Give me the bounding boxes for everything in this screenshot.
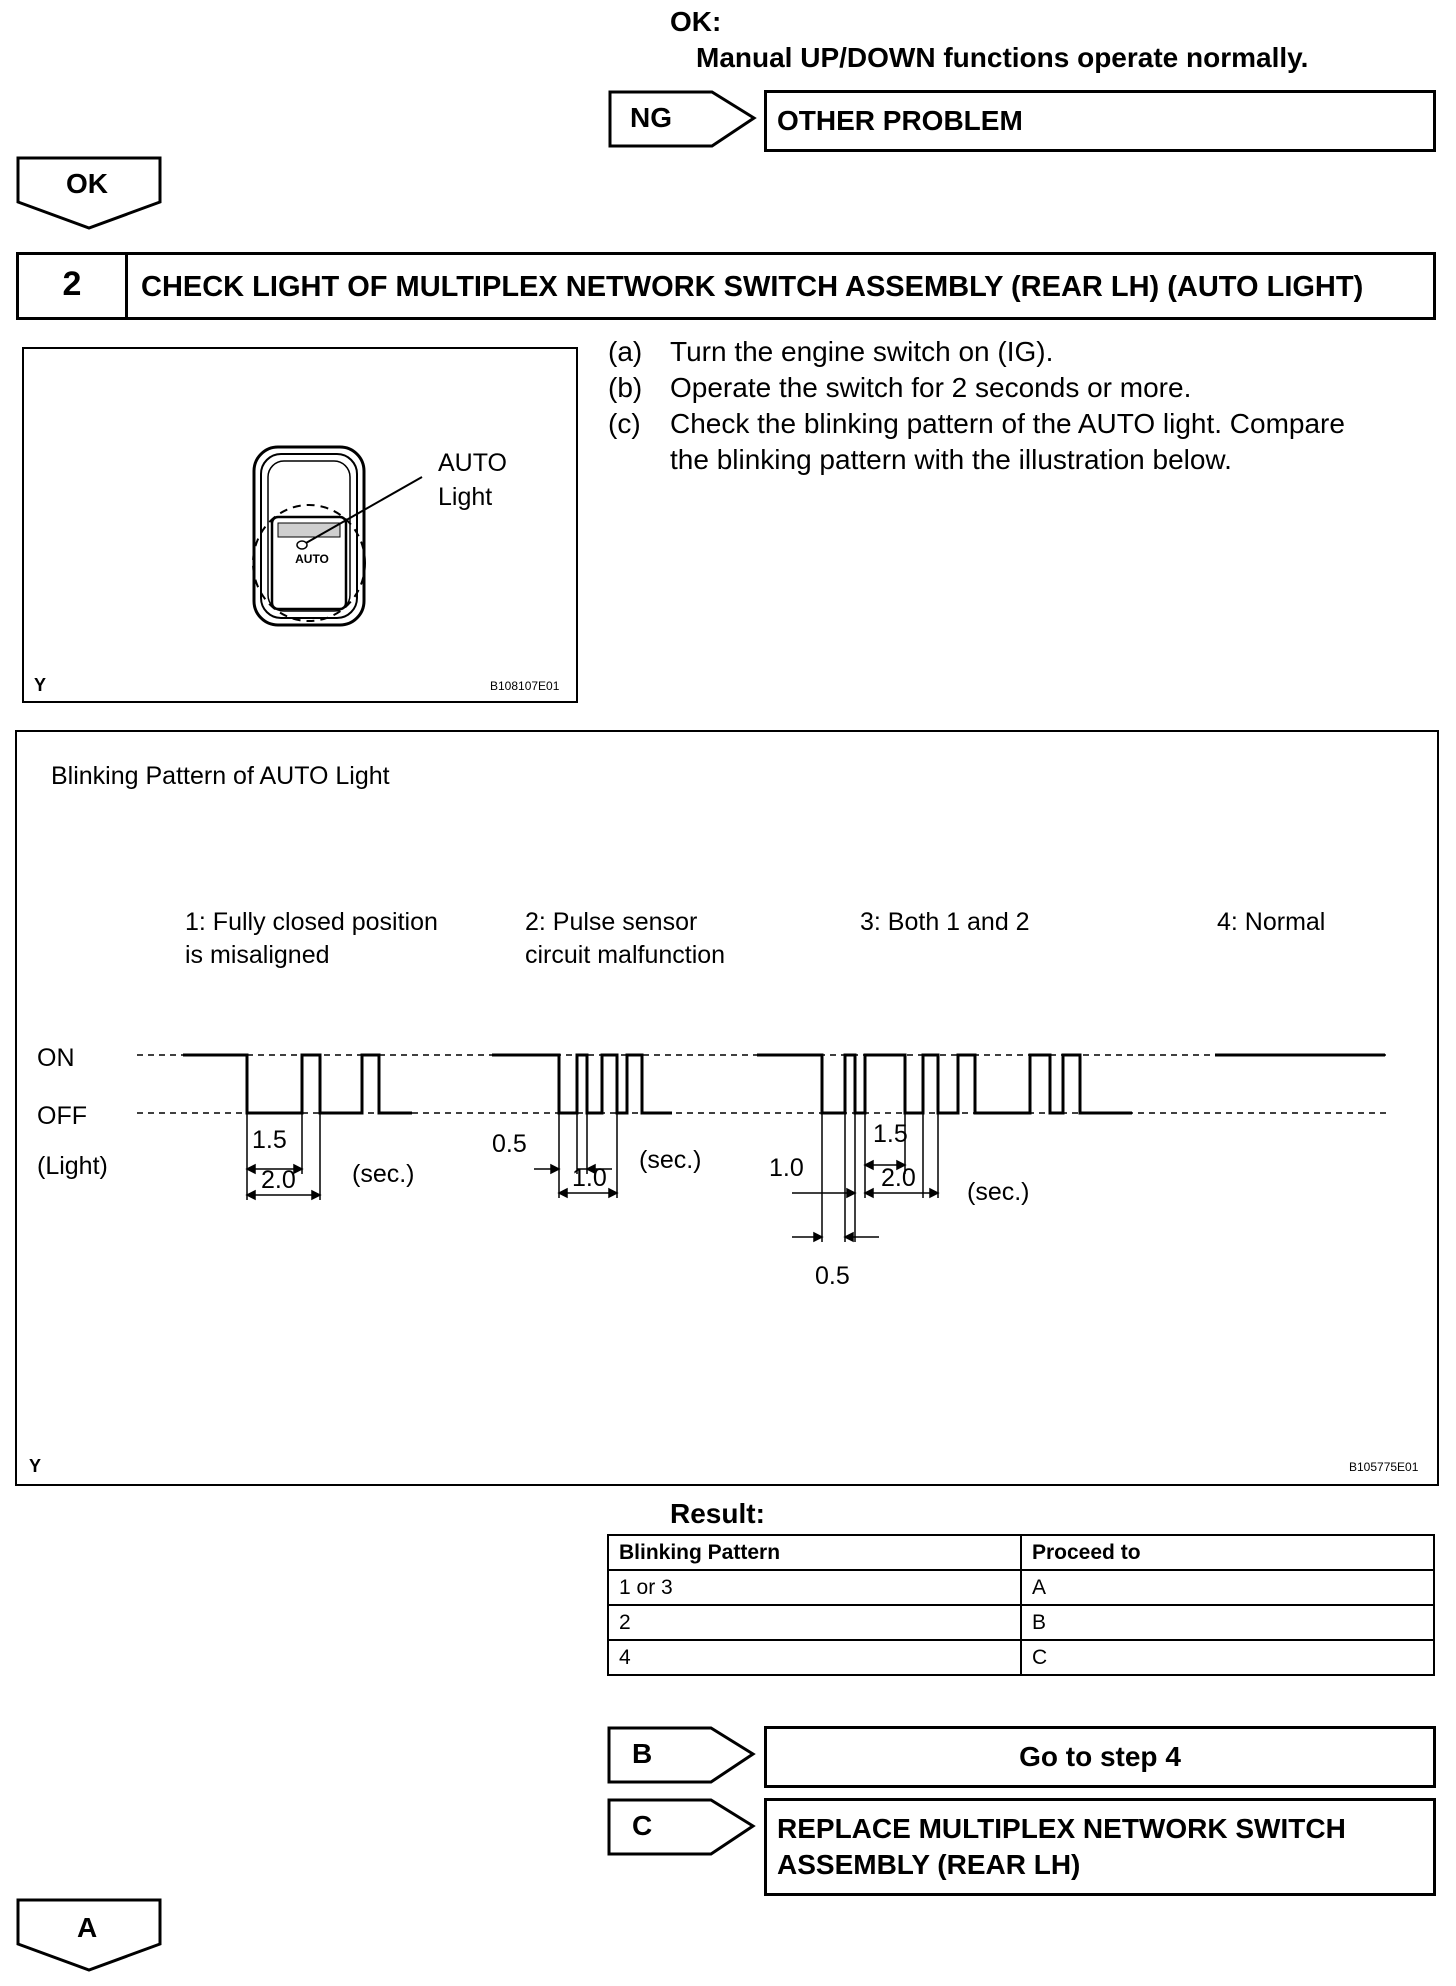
pattern-3-waveform <box>757 1055 1132 1113</box>
blink-figure-id: B105775E01 <box>1349 1460 1419 1474</box>
c-tag: C <box>632 1810 653 1841</box>
c-result-box <box>764 1798 1436 1896</box>
light-axis-label: (Light) <box>37 1152 108 1180</box>
p1-off-duration: 1.5 <box>252 1126 287 1154</box>
step-divider <box>125 255 128 317</box>
table-cell: 2 <box>608 1605 1021 1640</box>
ng-tag: NG <box>630 102 672 133</box>
p2-off-duration: 0.5 <box>492 1130 527 1158</box>
p1-sec-unit: (sec.) <box>352 1160 415 1188</box>
ng-result-box <box>764 90 1436 152</box>
blink-figure <box>15 730 1439 1486</box>
b-arrow-icon <box>607 1726 757 1786</box>
p1-period-duration: 2.0 <box>261 1166 296 1194</box>
switch-illustration <box>24 349 576 701</box>
blink-figure-corner-mark: Y <box>29 1456 42 1476</box>
p2-on-duration: 1.0 <box>572 1164 607 1192</box>
b-result-box <box>764 1726 1436 1788</box>
pattern-2-label: 2: Pulse sensor circuit malfunction <box>525 908 726 969</box>
a-arrow-label: A <box>77 1912 98 1943</box>
p3-off-duration: 1.0 <box>769 1154 804 1182</box>
pattern-4-label: 4: Normal <box>1217 908 1326 936</box>
table-header-row <box>608 1535 1434 1570</box>
figure-id: B108107E01 <box>490 679 560 693</box>
blink-waveforms <box>17 732 1437 1484</box>
step-header <box>16 252 1436 320</box>
table-cell: 1 or 3 <box>608 1570 1021 1605</box>
pattern-2-waveform <box>492 1055 672 1113</box>
pattern-1-waveform <box>183 1055 412 1113</box>
step-number: 2 <box>62 265 82 303</box>
table-row <box>608 1570 1434 1605</box>
blink-figure-title: Blinking Pattern of AUTO Light <box>51 762 390 790</box>
ok-criteria-label: OK: <box>670 6 722 37</box>
table-header-proceed: Proceed to <box>1021 1535 1434 1570</box>
b-result-text: Go to step 4 <box>1019 1741 1181 1772</box>
p3-long-period-duration: 2.0 <box>881 1164 916 1192</box>
p3-sec-unit: (sec.) <box>967 1178 1030 1206</box>
table-row <box>608 1640 1434 1675</box>
ok-criteria-text: Manual UP/DOWN functions operate normally. <box>696 42 1309 73</box>
p3-on-duration: 0.5 <box>815 1262 850 1290</box>
level-off-label: OFF <box>37 1102 87 1130</box>
table-cell: A <box>1021 1570 1434 1605</box>
table-header-pattern: Blinking Pattern <box>608 1535 1021 1570</box>
callout-light: Light <box>438 483 493 511</box>
c-result-text: REPLACE MULTIPLEX NETWORK SWITCH ASSEMBLY (REAR LH) <box>777 1813 1346 1880</box>
result-table <box>607 1534 1435 1676</box>
p3-long-off-duration: 1.5 <box>873 1120 908 1148</box>
switch-button-label: AUTO <box>295 552 329 566</box>
ok-arrow-label: OK <box>66 168 108 199</box>
table-cell: B <box>1021 1605 1434 1640</box>
c-arrow-icon <box>607 1798 757 1858</box>
pattern-1-label: 1: Fully closed position is misaligned <box>185 908 438 969</box>
result-label: Result: <box>670 1498 765 1529</box>
callout-auto: AUTO <box>438 449 507 477</box>
table-row <box>608 1605 1434 1640</box>
switch-figure <box>22 347 578 703</box>
level-on-label: ON <box>37 1044 75 1072</box>
b-tag: B <box>632 1738 653 1769</box>
step-title: CHECK LIGHT OF MULTIPLEX NETWORK SWITCH ASSEMBLY (REAR LH) (AUTO LIGHT) <box>141 271 1364 303</box>
pattern-3-label: 3: Both 1 and 2 <box>860 908 1030 936</box>
p2-sec-unit: (sec.) <box>639 1146 702 1174</box>
table-cell: 4 <box>608 1640 1021 1675</box>
table-cell: C <box>1021 1640 1434 1675</box>
figure-corner-mark: Y <box>34 675 47 695</box>
ng-result-text: OTHER PROBLEM <box>777 105 1023 136</box>
